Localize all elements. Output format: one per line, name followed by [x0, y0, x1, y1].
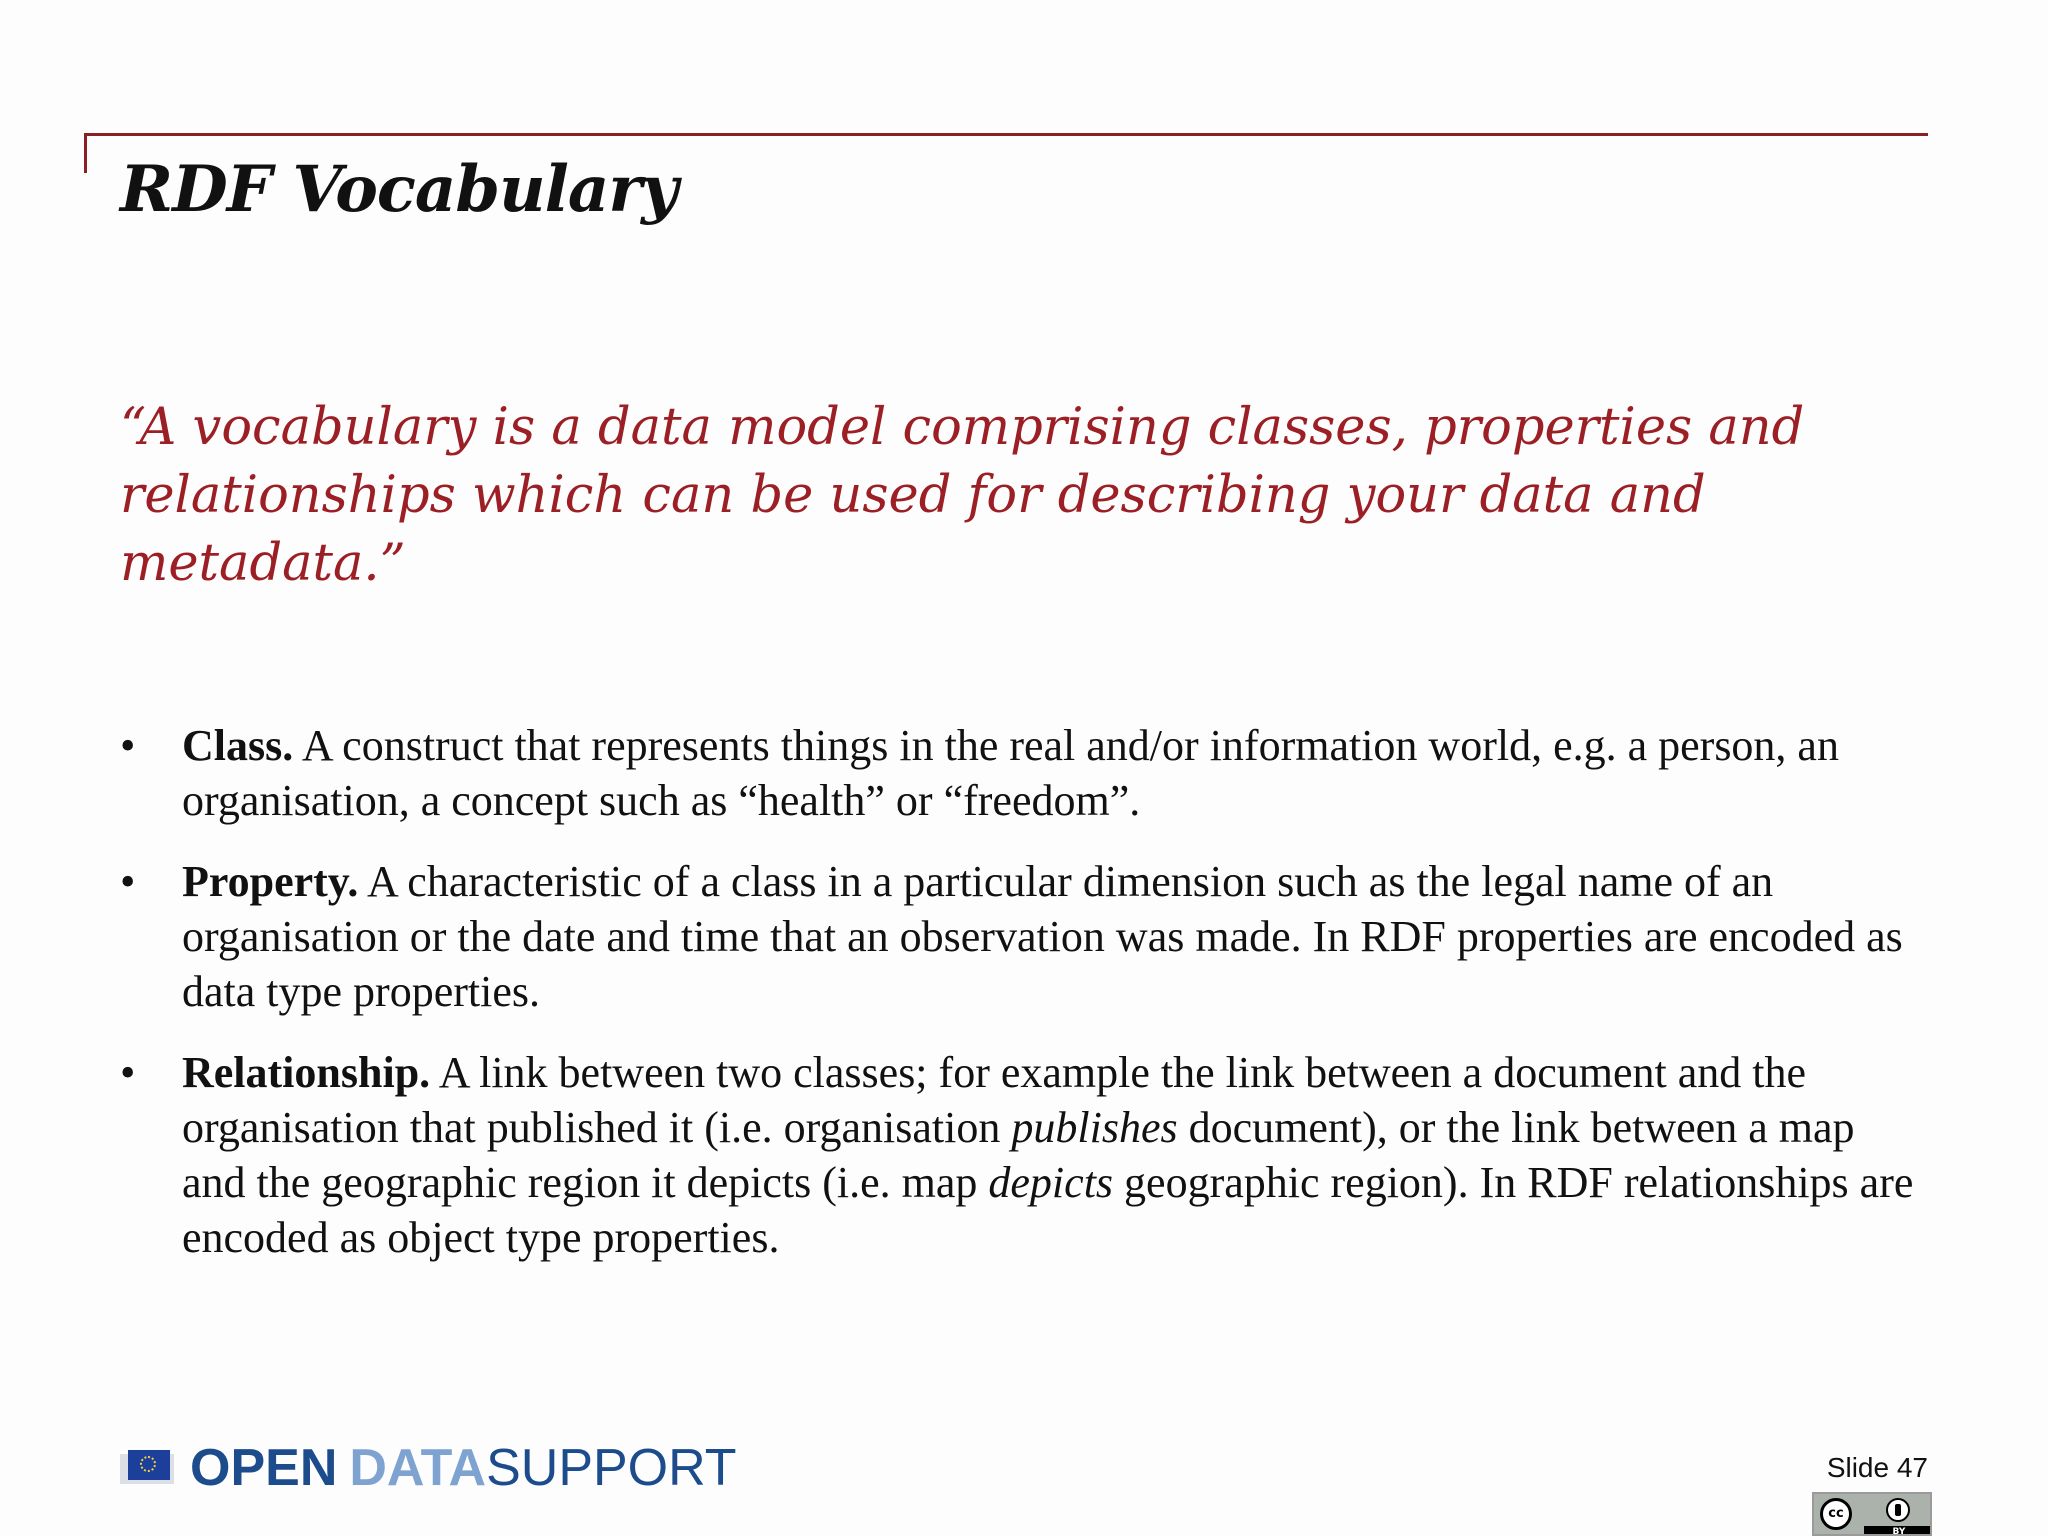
logo-data: DATA [349, 1439, 487, 1497]
cc-icon: cc [1820, 1498, 1852, 1530]
cc-by-license-badge[interactable] [1812, 1492, 1932, 1536]
definition-quote: “A vocabulary is a data model comprising classes, properties and relationships which can be used for describing your data and metadata.” [120, 398, 1805, 593]
bullet-term: Class. [182, 721, 294, 770]
bullet-text: A characteristic of a class in a particular dimension such as the legal name of an organisation or the date and time that an observation was made. In RDF properties are encoded as data type properties. [182, 857, 1903, 1016]
bullet-item-class [120, 718, 1920, 828]
open-data-support-logo [120, 1440, 737, 1496]
bullet-text: document), or the link between a map and the geographic region it depicts (i.e. map [182, 1103, 1855, 1207]
bullet-emphasis: depicts [988, 1158, 1114, 1207]
bullet-marker: • [120, 857, 136, 906]
title-rule [84, 133, 1928, 136]
by-label: BY [1864, 1526, 1932, 1536]
bullet-text: A construct that represents things in the real and/or information world, e.g. a person, an organisation, a concept such as “health” or “freedom”. [182, 721, 1839, 825]
logo-support: SUPPORT [486, 1439, 737, 1497]
bullet-emphasis: publishes [1011, 1103, 1178, 1152]
title-rule-tick [84, 133, 87, 173]
logo-open: OPEN [190, 1439, 338, 1497]
bullet-item-property [120, 854, 1920, 1019]
by-icon [1886, 1498, 1910, 1522]
bullet-marker: • [120, 1048, 136, 1097]
logo-wordmark [190, 1438, 737, 1498]
bullet-text: geographic region). In RDF relationships are encoded as object type properties. [182, 1158, 1914, 1262]
bullet-text: A link between two classes; for example the link between a document and the organisation that published it (i.e. organisation [182, 1048, 1806, 1152]
bullet-list [120, 718, 1920, 1291]
bullet-term: Property. [182, 857, 359, 906]
bullet-term: Relationship. [182, 1048, 431, 1097]
bullet-marker: • [120, 721, 136, 770]
eu-flag-icon [120, 1450, 182, 1486]
slide-title: RDF Vocabulary [120, 152, 678, 227]
slide-number: Slide 47 [1826, 1452, 1928, 1483]
bullet-item-relationship [120, 1045, 1920, 1265]
